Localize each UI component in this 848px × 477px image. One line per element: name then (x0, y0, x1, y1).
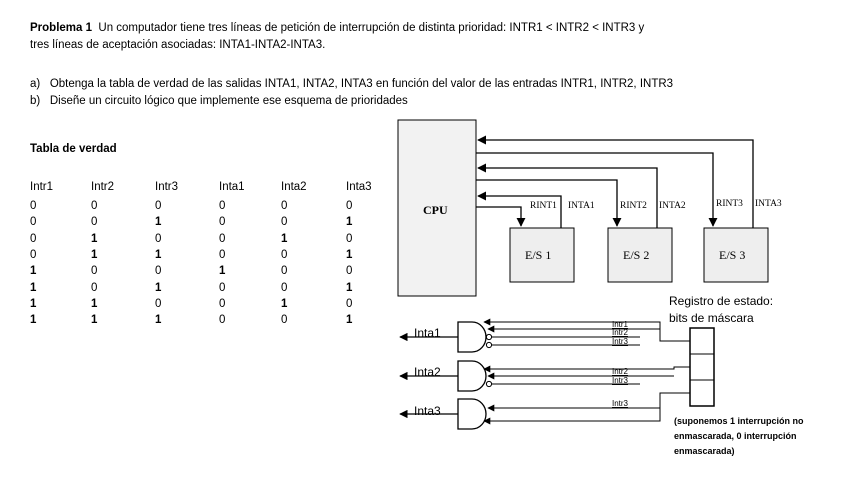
table-cell: 0 (30, 232, 37, 245)
rint2-label: RINT2 (620, 201, 647, 211)
rint1-label: RINT1 (530, 201, 557, 211)
device-label-1: E/S 1 (525, 248, 552, 262)
gate3-label-intr3: Intr3 (612, 399, 629, 408)
table-cell: 1 (346, 314, 353, 327)
table-cell: 0 (346, 232, 353, 245)
header-inta3: Inta3 (346, 181, 372, 193)
gate2-inverter-bubble-3 (486, 381, 491, 386)
header-intr3: Intr3 (155, 181, 179, 193)
note-line-1: (suponemos 1 interrupción no (674, 416, 804, 426)
header-inta2: Inta2 (281, 181, 307, 193)
part-b-marker: b) (30, 95, 41, 107)
table-cell: 0 (219, 248, 226, 261)
gate1-label-intr2: Intr2 (612, 328, 629, 337)
and-gate-3 (458, 399, 486, 429)
mask-register (690, 328, 714, 406)
output-label-inta2: Inta2 (414, 365, 441, 379)
table-cell: 0 (281, 265, 288, 278)
inta1-line (476, 207, 521, 226)
rint2-line (478, 168, 657, 228)
problem-statement-2: tres líneas de aceptación asociadas: INTA1-INTA2-INTA3. (30, 39, 326, 51)
table-cell: 0 (30, 200, 37, 212)
table-cell: 0 (281, 216, 288, 229)
table-cell: 1 (30, 314, 37, 327)
table-cell: 0 (281, 200, 288, 212)
table-cell: 0 (91, 265, 98, 278)
table-cell: 1 (91, 297, 98, 310)
table-cell: 0 (30, 216, 37, 229)
table-cell: 0 (219, 232, 226, 245)
note-line-3: enmascarada) (674, 446, 735, 456)
header-intr2: Intr2 (91, 181, 115, 193)
table-cell: 0 (219, 314, 226, 327)
table-cell: 1 (30, 297, 37, 310)
inta2-label: INTA2 (659, 201, 686, 211)
mask-line-2 (484, 367, 690, 369)
table-cell: 0 (346, 265, 353, 278)
device-label-2: E/S 2 (623, 248, 650, 262)
table-cell: 0 (219, 216, 226, 229)
table-cell: 1 (155, 281, 162, 294)
cpu-label: CPU (423, 203, 448, 217)
table-cell: 1 (346, 281, 353, 294)
table-cell: 0 (346, 200, 353, 212)
device-label-3: E/S 3 (719, 248, 746, 262)
table-cell: 1 (30, 281, 37, 294)
table-cell: 1 (155, 314, 162, 327)
table-cell: 1 (346, 216, 353, 229)
header-intr1: Intr1 (30, 181, 54, 193)
rint3-label: RINT3 (716, 199, 743, 209)
table-cell: 1 (155, 248, 162, 261)
problem-statement-1: Un computador tiene tres líneas de petición de interrupción de distinta prioridad: INTR1 < INTR2 < INTR3 y (98, 22, 645, 34)
table-cell: 0 (281, 281, 288, 294)
output-label-inta1: Inta1 (414, 326, 441, 340)
note-line-2: enmascarada, 0 interrupción (674, 431, 797, 441)
mask-line-3 (484, 393, 690, 421)
gate1-label-intr1: Intr1 (612, 320, 629, 329)
output-label-inta3: Inta3 (414, 404, 441, 418)
problem-label: Problema 1 (30, 22, 92, 34)
header-inta1: Inta1 (219, 181, 245, 193)
gate1-inverter-bubble-2 (486, 334, 491, 339)
table-cell: 1 (346, 248, 353, 261)
gate2-label-intr2: Intr2 (612, 367, 629, 376)
gate1-label-intr3: Intr3 (612, 337, 629, 346)
part-b-text: Diseñe un circuito lógico que implemente ese esquema de prioridades (49, 95, 408, 107)
part-a-text: Obtenga la tabla de verdad de las salidas INTA1, INTA2, INTA3 en función del valor de las entradas INTR1, INTR2, INTR3 (49, 78, 674, 90)
gate1-inverter-bubble-3 (486, 342, 491, 347)
table-cell: 0 (219, 200, 226, 212)
part-a-marker: a) (30, 78, 41, 90)
table-cell: 0 (155, 297, 162, 310)
table-cell: 1 (155, 216, 162, 229)
table-cell: 1 (30, 265, 37, 278)
table-cell: 1 (281, 232, 288, 245)
table-cell: 0 (155, 232, 162, 245)
table-cell: 0 (219, 297, 226, 310)
mask-line-1 (484, 322, 690, 341)
table-cell: 1 (219, 265, 226, 278)
gate2-label-intr3: Intr3 (612, 376, 629, 385)
register-title-2: bits de máscara (669, 311, 754, 325)
table-cell: 0 (346, 297, 353, 310)
register-title-1: Registro de estado: (669, 294, 774, 308)
truth-table-title: Tabla de verdad (30, 143, 117, 155)
table-cell: 1 (91, 314, 98, 327)
and-gate-1 (458, 322, 486, 352)
table-cell: 0 (91, 200, 98, 212)
table-cell: 0 (91, 216, 98, 229)
table-cell: 0 (281, 314, 288, 327)
table-cell: 1 (281, 297, 288, 310)
table-cell: 0 (30, 248, 37, 261)
table-cell: 0 (219, 281, 226, 294)
inta3-label: INTA3 (755, 199, 782, 209)
table-cell: 0 (91, 281, 98, 294)
table-cell: 1 (91, 248, 98, 261)
and-gate-2 (458, 361, 486, 391)
table-cell: 0 (155, 200, 162, 212)
inta3-line (476, 153, 713, 226)
table-cell: 1 (91, 232, 98, 245)
table-cell: 0 (155, 265, 162, 278)
table-cell: 0 (281, 248, 288, 261)
inta1-label: INTA1 (568, 201, 595, 211)
